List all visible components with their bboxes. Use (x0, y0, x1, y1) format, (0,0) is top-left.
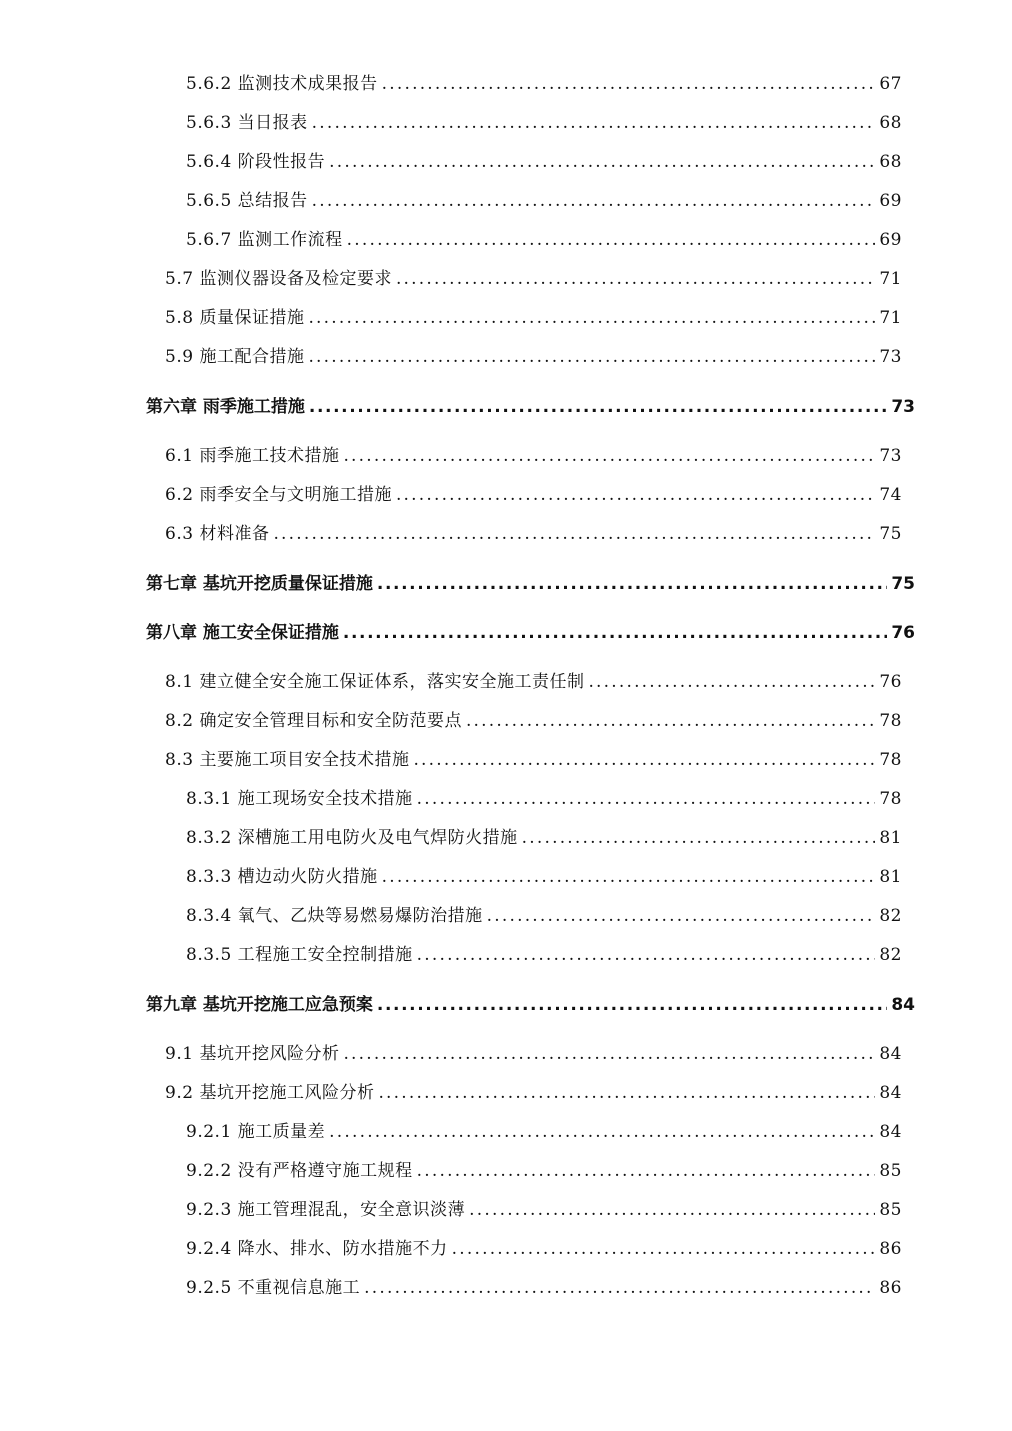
toc-entry[interactable] (165, 306, 902, 330)
toc-leader-dots (308, 306, 875, 330)
toc-leader-dots (588, 670, 875, 694)
toc-leader-dots (329, 150, 875, 174)
toc-entry-page: 71 (879, 269, 902, 289)
toc-entry-title: 8.3.3 槽边动火防火措施 (186, 867, 378, 887)
toc-leader-dots (382, 72, 876, 96)
toc-leader-dots (377, 993, 887, 1017)
toc-entry-title: 5.6.3 当日报表 (186, 113, 308, 133)
toc-entry-page: 76 (879, 672, 902, 692)
toc-entry[interactable] (186, 189, 902, 213)
toc-entry-page: 78 (879, 711, 902, 731)
toc-entry-page: 68 (879, 113, 902, 133)
toc-entry[interactable] (186, 150, 902, 174)
toc-entry-page: 86 (879, 1239, 902, 1259)
toc-entry-title: 8.3 主要施工项目安全技术措施 (165, 750, 410, 770)
toc-entry[interactable] (186, 1276, 902, 1300)
toc-entry-title: 9.2 基坑开挖施工风险分析 (165, 1083, 375, 1103)
toc-entry-title: 第八章 施工安全保证措施 (146, 623, 339, 643)
toc-entry-page: 84 (879, 1122, 902, 1142)
toc-entry-title: 9.2.4 降水、排水、防水措施不力 (186, 1239, 448, 1259)
toc-leader-dots (417, 787, 876, 811)
toc-leader-dots (396, 483, 875, 507)
toc-entry-page: 73 (891, 397, 915, 417)
toc-entry[interactable] (186, 865, 902, 889)
toc-entry-title: 8.3.1 施工现场安全技术措施 (186, 789, 413, 809)
toc-entry-page: 82 (879, 906, 902, 926)
toc-entry-title: 8.2 确定安全管理目标和安全防范要点 (165, 711, 462, 731)
toc-entry-page: 84 (879, 1044, 902, 1064)
toc-entry-title: 9.2.2 没有严格遵守施工规程 (186, 1161, 413, 1181)
toc-leader-dots (466, 709, 875, 733)
toc-entry[interactable] (186, 72, 902, 96)
toc-entry-page: 76 (891, 623, 915, 643)
toc-entry-page: 84 (891, 995, 915, 1015)
toc-leader-dots (347, 228, 876, 252)
toc-entry-page: 74 (879, 485, 902, 505)
toc-leader-dots (487, 904, 876, 928)
toc-entry-page: 82 (879, 945, 902, 965)
toc-entry-title: 8.3.5 工程施工安全控制措施 (186, 945, 413, 965)
toc-entry-page: 86 (879, 1278, 902, 1298)
toc-entry[interactable] (186, 943, 902, 967)
toc-leader-dots (417, 1159, 876, 1183)
toc-entry-title: 5.6.4 阶段性报告 (186, 152, 326, 172)
toc-chapter-entry[interactable] (146, 993, 915, 1017)
toc-leader-dots (522, 826, 876, 850)
toc-entry-page: 73 (879, 347, 902, 367)
toc-entry[interactable] (165, 522, 902, 546)
toc-leader-dots (343, 444, 875, 468)
toc-entry[interactable] (186, 1237, 902, 1261)
toc-entry-title: 5.9 施工配合措施 (165, 347, 305, 367)
toc-leader-dots (413, 748, 875, 772)
toc-entry-title: 6.2 雨季安全与文明施工措施 (165, 485, 392, 505)
toc-entry[interactable] (186, 1159, 902, 1183)
toc-chapter-entry[interactable] (146, 572, 915, 596)
toc-entry-page: 73 (879, 446, 902, 466)
toc-entry[interactable] (186, 787, 902, 811)
toc-entry-page: 85 (879, 1200, 902, 1220)
toc-entry[interactable] (186, 1120, 902, 1144)
toc-entry-title: 第七章 基坑开挖质量保证措施 (146, 574, 373, 594)
toc-entry-title: 9.2.1 施工质量差 (186, 1122, 326, 1142)
toc-entry-title: 5.6.2 监测技术成果报告 (186, 74, 378, 94)
toc-entry-title: 8.1 建立健全安全施工保证体系，落实安全施工责任制 (165, 672, 585, 692)
toc-entry-page: 75 (879, 524, 902, 544)
toc-entry[interactable] (186, 826, 902, 850)
toc-entry-page: 75 (891, 574, 915, 594)
toc-entry[interactable] (165, 444, 902, 468)
toc-leader-dots (309, 395, 887, 419)
toc-leader-dots (396, 267, 875, 291)
toc-leader-dots (308, 345, 875, 369)
toc-leader-dots (273, 522, 875, 546)
toc-entry-page: 81 (879, 867, 902, 887)
toc-chapter-entry[interactable] (146, 395, 915, 419)
toc-entry-title: 6.1 雨季施工技术措施 (165, 446, 340, 466)
toc-entry-page: 67 (879, 74, 902, 94)
toc-entry[interactable] (186, 228, 902, 252)
toc-entry-page: 81 (879, 828, 902, 848)
toc-leader-dots (469, 1198, 875, 1222)
toc-entry[interactable] (165, 483, 902, 507)
toc-entry-title: 5.8 质量保证措施 (165, 308, 305, 328)
toc-entry-title: 8.3.2 深槽施工用电防火及电气焊防火措施 (186, 828, 518, 848)
toc-entry[interactable] (165, 1081, 902, 1105)
toc-entry[interactable] (165, 267, 902, 291)
toc-entry[interactable] (165, 1042, 902, 1066)
toc-entry-page: 78 (879, 750, 902, 770)
toc-entry-title: 9.1 基坑开挖风险分析 (165, 1044, 340, 1064)
toc-leader-dots (312, 189, 876, 213)
toc-leader-dots (378, 1081, 875, 1105)
toc-leader-dots (343, 1042, 875, 1066)
toc-entry-title: 第九章 基坑开挖施工应急预案 (146, 995, 373, 1015)
toc-leader-dots (377, 572, 887, 596)
toc-entry-page: 85 (879, 1161, 902, 1181)
toc-entry-title: 5.6.7 监测工作流程 (186, 230, 343, 250)
toc-entry[interactable] (186, 1198, 902, 1222)
toc-entry-page: 71 (879, 308, 902, 328)
toc-entry-page: 69 (879, 191, 902, 211)
toc-entry-page: 68 (879, 152, 902, 172)
toc-entry-title: 9.2.5 不重视信息施工 (186, 1278, 361, 1298)
toc-entry[interactable] (165, 670, 902, 694)
toc-leader-dots (417, 943, 876, 967)
toc-entry-page: 84 (879, 1083, 902, 1103)
toc-leader-dots (312, 111, 876, 135)
toc-leader-dots (452, 1237, 876, 1261)
toc-leader-dots (382, 865, 876, 889)
toc-entry[interactable] (165, 709, 902, 733)
toc-entry-title: 9.2.3 施工管理混乱，安全意识淡薄 (186, 1200, 466, 1220)
toc-entry-title: 5.7 监测仪器设备及检定要求 (165, 269, 392, 289)
toc-entry-page: 69 (879, 230, 902, 250)
toc-entry-title: 第六章 雨季施工措施 (146, 397, 305, 417)
toc-entry[interactable] (165, 748, 902, 772)
toc-leader-dots (329, 1120, 875, 1144)
toc-entry-title: 6.3 材料准备 (165, 524, 270, 544)
toc-entry-title: 5.6.5 总结报告 (186, 191, 308, 211)
toc-entry[interactable] (186, 904, 902, 928)
toc-chapter-entry[interactable] (146, 621, 915, 645)
toc-entry[interactable] (186, 111, 902, 135)
toc-entry-title: 8.3.4 氧气、乙炔等易燃易爆防治措施 (186, 906, 483, 926)
toc-entry[interactable] (165, 345, 902, 369)
toc-leader-dots (343, 621, 887, 645)
toc-entry-page: 78 (879, 789, 902, 809)
toc-leader-dots (364, 1276, 875, 1300)
